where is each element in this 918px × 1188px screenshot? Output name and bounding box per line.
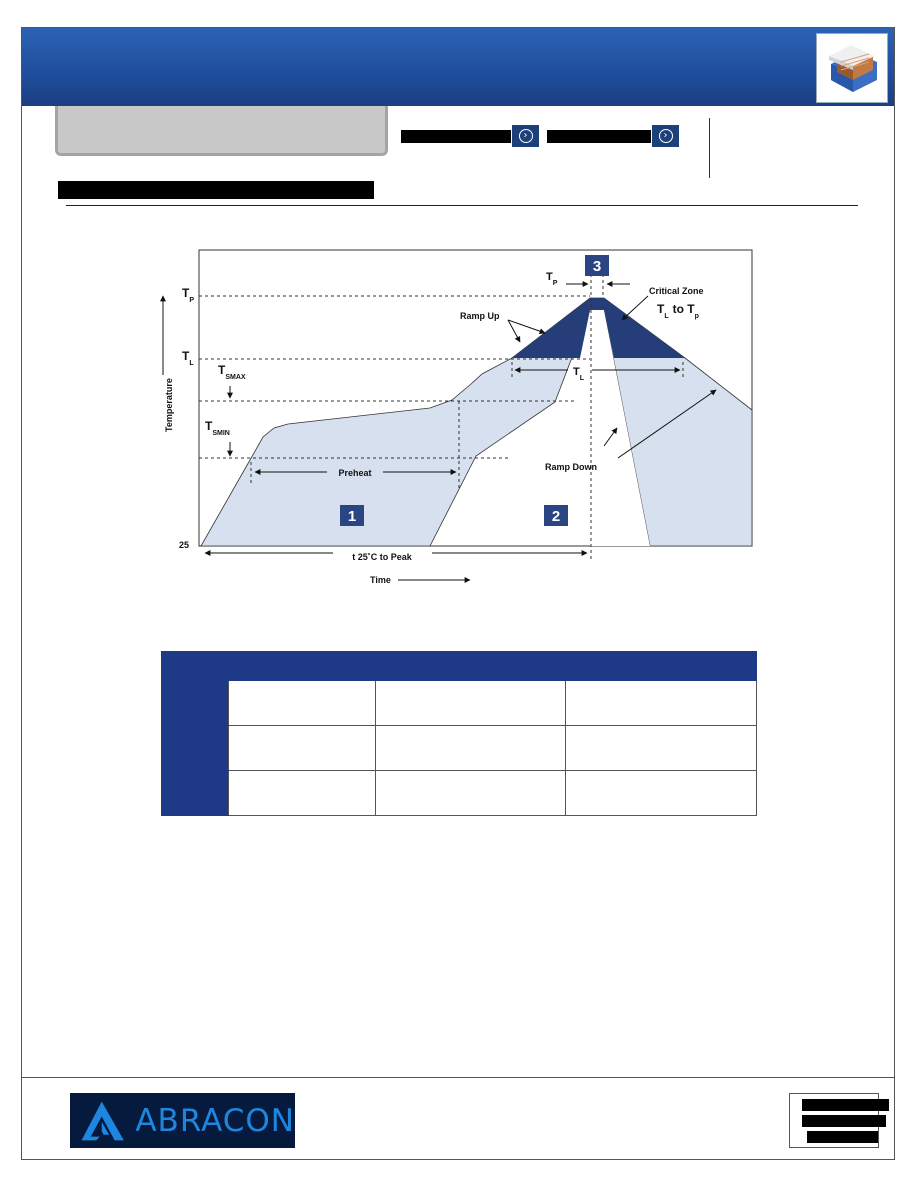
t-peak-label: t 25˚C to Peak <box>352 552 412 562</box>
header-divider <box>709 118 710 178</box>
preheat-label: Preheat <box>338 468 372 478</box>
ramp-up-label: Ramp Up <box>460 311 500 321</box>
tp-label: $T_P$ <box>182 286 195 304</box>
table-cell <box>566 681 757 726</box>
tsmax-label: $T_{SMAX}$ <box>218 363 246 381</box>
chevron-right-circle-icon: › <box>519 129 533 143</box>
title-tab <box>55 106 388 156</box>
abracon-logo <box>70 1093 295 1148</box>
table-cell <box>229 726 376 771</box>
table-row <box>162 726 757 771</box>
temp-25-label: 25 <box>179 540 190 550</box>
critical-zone-label: Critical Zone <box>649 286 704 296</box>
reflow-spec-table <box>161 651 757 816</box>
table-header-cell <box>566 651 757 681</box>
nav-link-label-redacted <box>547 130 651 143</box>
header-banner <box>22 28 894 106</box>
zone-3-number: 3 <box>592 258 602 275</box>
tl-label: $T_L$ <box>182 349 194 367</box>
table-header-row <box>162 651 757 681</box>
table-cell <box>229 681 376 726</box>
table-header-cell <box>162 651 229 681</box>
table-row-header <box>162 771 229 816</box>
table-cell <box>229 771 376 816</box>
brand-name: ABRACON <box>135 1102 295 1139</box>
table-row <box>162 771 757 816</box>
tl-to-tp-label: $T_Lto$ $T_p$ <box>657 302 699 320</box>
ramp-down-label: Ramp Down <box>545 462 598 472</box>
x-axis-title: Time <box>370 575 391 585</box>
zone-1-number: 1 <box>347 508 357 525</box>
section-title-redacted <box>58 181 374 199</box>
table-cell <box>566 726 757 771</box>
reflow-profile-diagram <box>150 240 770 600</box>
table-cell <box>566 771 757 816</box>
table-cell <box>376 726 566 771</box>
section-rule <box>66 205 858 206</box>
tp-time-label: $T_P$ <box>546 271 558 287</box>
abracon-logo-mark-icon <box>76 1096 129 1146</box>
tl-time-label: $T_L$ <box>573 366 585 382</box>
nav-link-label-redacted <box>401 130 511 143</box>
table-cell <box>376 771 566 816</box>
footer-rule <box>22 1077 894 1078</box>
product-image <box>816 33 888 103</box>
table-row-header <box>162 681 229 726</box>
doc-info-redacted <box>807 1131 878 1143</box>
table-row-header <box>162 726 229 771</box>
zone-2-number: 2 <box>551 508 561 525</box>
table-cell <box>376 681 566 726</box>
chevron-right-circle-icon: › <box>659 129 673 143</box>
tsmin-label: $T_{SMIN}$ <box>205 419 230 437</box>
y-axis-title: Temperature <box>164 378 174 432</box>
table-row <box>162 681 757 726</box>
nav-next-button-2[interactable] <box>652 125 679 147</box>
nav-next-button-1[interactable] <box>512 125 539 147</box>
table-header-cell <box>376 651 566 681</box>
doc-info-redacted <box>802 1099 889 1111</box>
doc-info-redacted <box>802 1115 886 1127</box>
table-header-cell <box>229 651 376 681</box>
